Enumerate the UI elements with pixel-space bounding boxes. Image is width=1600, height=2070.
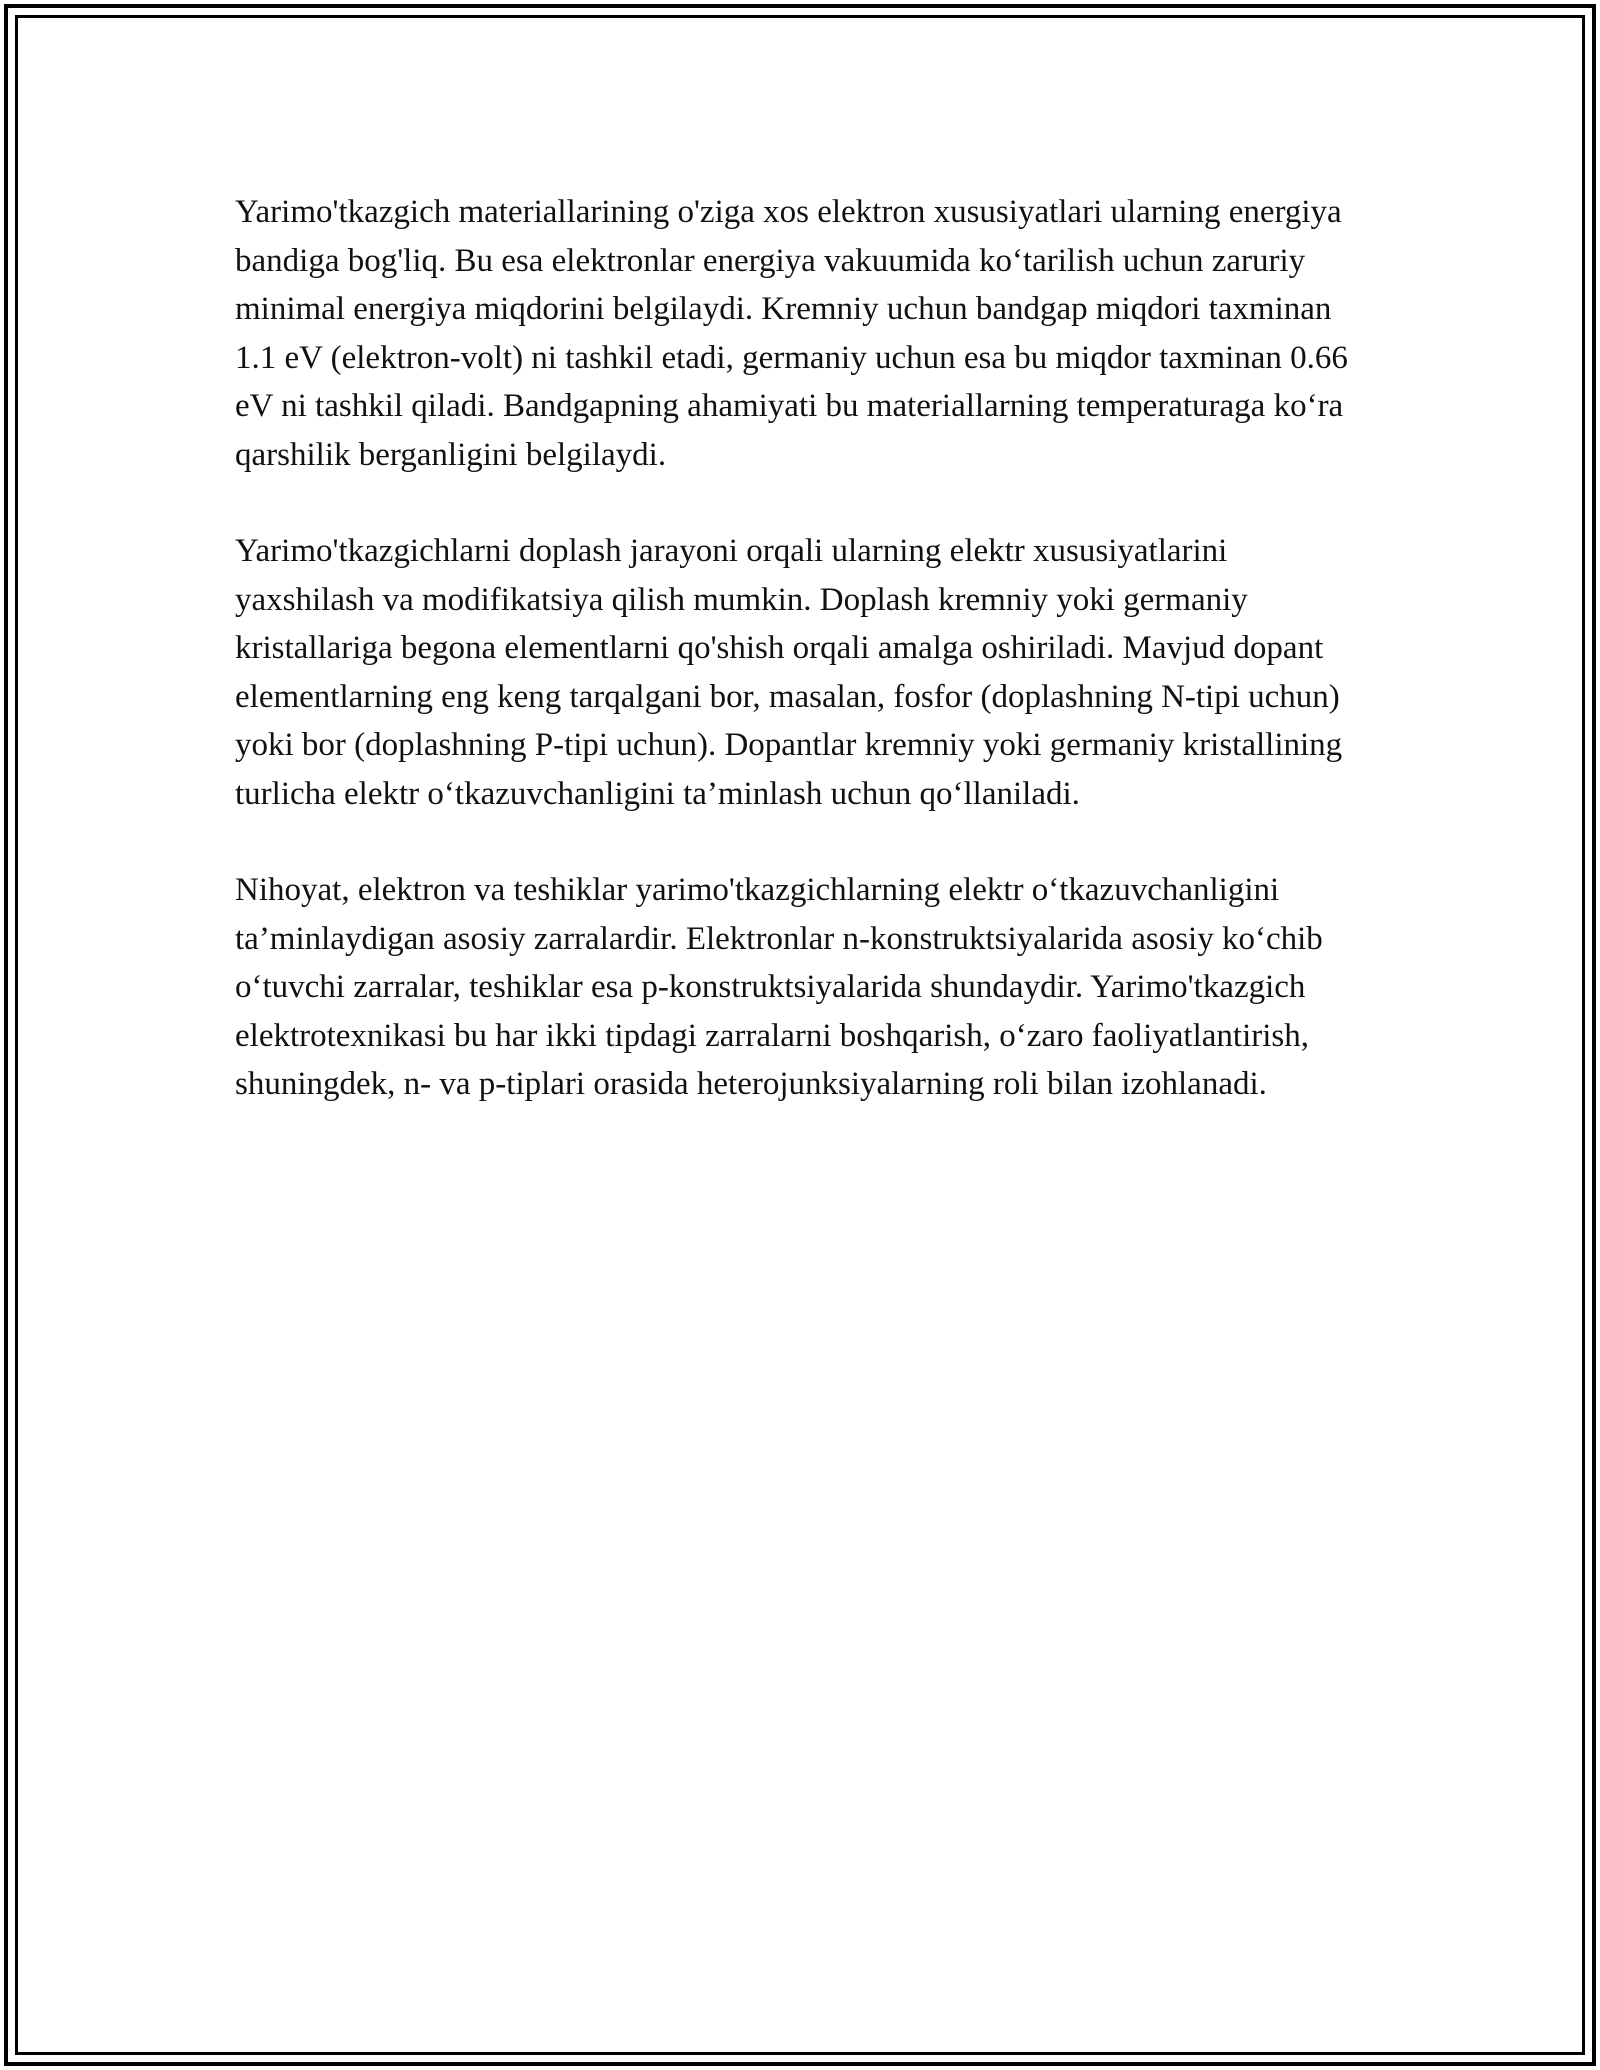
document-body — [235, 188, 1365, 1157]
paragraph-carriers: Nihoyat, elektron va teshiklar yarimo'tkazgichlarning elektr o‘tkazuvchanligini ta’minlaydigan asosiy zarralardir. Elektronlar n-konstruktsiyalarida asosiy ko‘chib o‘tuvchi zarralar, teshiklar esa p-konstruktsiyalarida shundaydir. Yarimo'tkazgich elektrotexnikasi bu har ikki tipdagi zarralarni boshqarish, o‘zaro faoliyatlantirish, shuningdek, n- va p-tiplari orasida heterojunksiyalarning roli bilan izohlanadi. — [235, 872, 1323, 1102]
paragraph-doping: Yarimo'tkazgichlarni doplash jarayoni orqali ularning elektr xususiyatlarini yaxshilash va modifikatsiya qilish mumkin. Doplash kremniy yoki germaniy kristallariga begona elementlarni qo'shish orqali amalga oshiriladi. Mavjud dopant elementlarning eng keng tarqalgani bor, masalan, fosfor (doplashning N-tipi uchun) yoki bor (doplashning P-tipi uchun). Dopantlar kremniy yoki germaniy kristallining turlicha elektr o‘tkazuvchanligini ta’minlash uchun qo‘llaniladi. — [235, 533, 1343, 812]
paragraph-bandgap: Yarimo'tkazgich materiallarining o'ziga xos elektron xususiyatlari ularning energiya bandiga bog'liq. Bu esa elektronlar energiya vakuumida ko‘tarilish uchun zaruriy minimal energiya miqdorini belgilaydi. Kremniy uchun bandgap miqdori taxminan 1.1 eV (elektron-volt) ni tashkil etadi, germaniy uchun esa bu miqdor taxminan 0.66 eV ni tashkil qiladi. Bandgapning ahamiyati bu materiallarning temperaturaga ko‘ra qarshilik berganligini belgilaydi. — [235, 194, 1348, 473]
